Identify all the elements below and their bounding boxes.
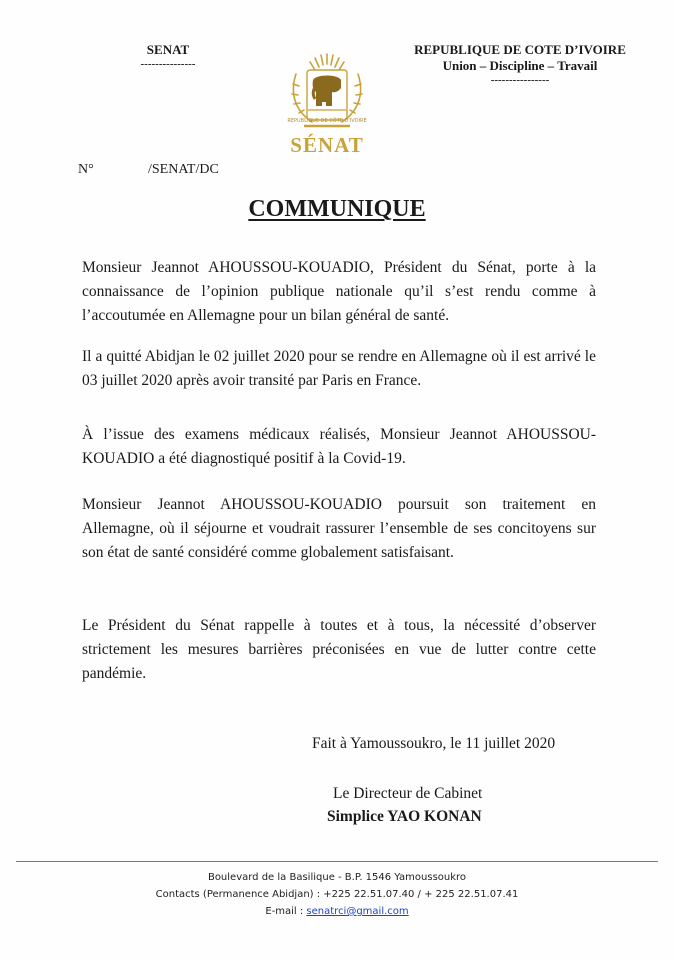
paragraph-announcement: Monsieur Jeannot AHOUSSOU-KOUADIO, Président du Sénat, porte à la connaissance de l’opinion publique nationale qu’il s’est rendu comme à l’accoutumée en Allemagne pour un bilan général de santé.	[82, 259, 596, 324]
footer-address: Boulevard de la Basilique - B.P. 1546 Yamoussoukro	[207, 872, 467, 883]
logo-wordmark: SÉNAT	[290, 133, 364, 157]
national-motto: Union – Discipline – Travail	[442, 58, 598, 73]
paragraph-travel: Il a quitté Abidjan le 02 juillet 2020 pour se rendre en Allemagne où il est arrivé le 03 juillet 2020 après avoir transité par Paris en France.	[82, 348, 596, 389]
reference-number-label: N°	[78, 162, 94, 177]
footer-email-label: E-mail :	[265, 906, 307, 917]
header-left	[118, 42, 218, 70]
footer-divider	[16, 861, 658, 862]
left-separator: ---------------	[140, 58, 196, 70]
signatory-name: Simplice YAO KONAN	[327, 808, 482, 825]
footer-contacts: Contacts (Permanence Abidjan) : +225 22.51.07.40 / + 225 22.51.07.41	[155, 889, 519, 900]
signatory-role: Le Directeur de Cabinet	[333, 785, 483, 802]
footer-email-line	[0, 906, 674, 917]
header-right	[400, 42, 640, 86]
reference-code: /SENAT/DC	[148, 162, 219, 177]
document-title: COMMUNIQUE	[248, 196, 426, 222]
place-and-date: Fait à Yamoussoukro, le 11 juillet 2020	[312, 735, 556, 752]
senat-label: SENAT	[146, 42, 190, 57]
paragraph-treatment: Monsieur Jeannot AHOUSSOU-KOUADIO poursuit son traitement en Allemagne, où il séjourne et voudrait rassurer l’ensemble de ses concitoyens sur son état de santé considéré comme globalement satisfaisant.	[82, 496, 596, 561]
republic-title: REPUBLIQUE DE COTE D’IVOIRE	[414, 42, 626, 57]
right-separator: ----------------	[490, 74, 550, 86]
paragraph-diagnosis: À l’issue des examens médicaux réalisés, Monsieur Jeannot AHOUSSOU-KOUADIO a été diagnostiqué positif à la Covid-19.	[82, 426, 596, 467]
paragraph-recommendation: Le Président du Sénat rappelle à toutes et à tous, la nécessité d’observer strictement les mesures barrières préconisées en vue de lutter contre cette pandémie.	[82, 617, 596, 682]
logo-caption: REPUBLIQUE DE CÔTE D'IVOIRE	[287, 118, 367, 124]
footer-email-link[interactable]: senatrci@gmail.com	[306, 906, 409, 917]
